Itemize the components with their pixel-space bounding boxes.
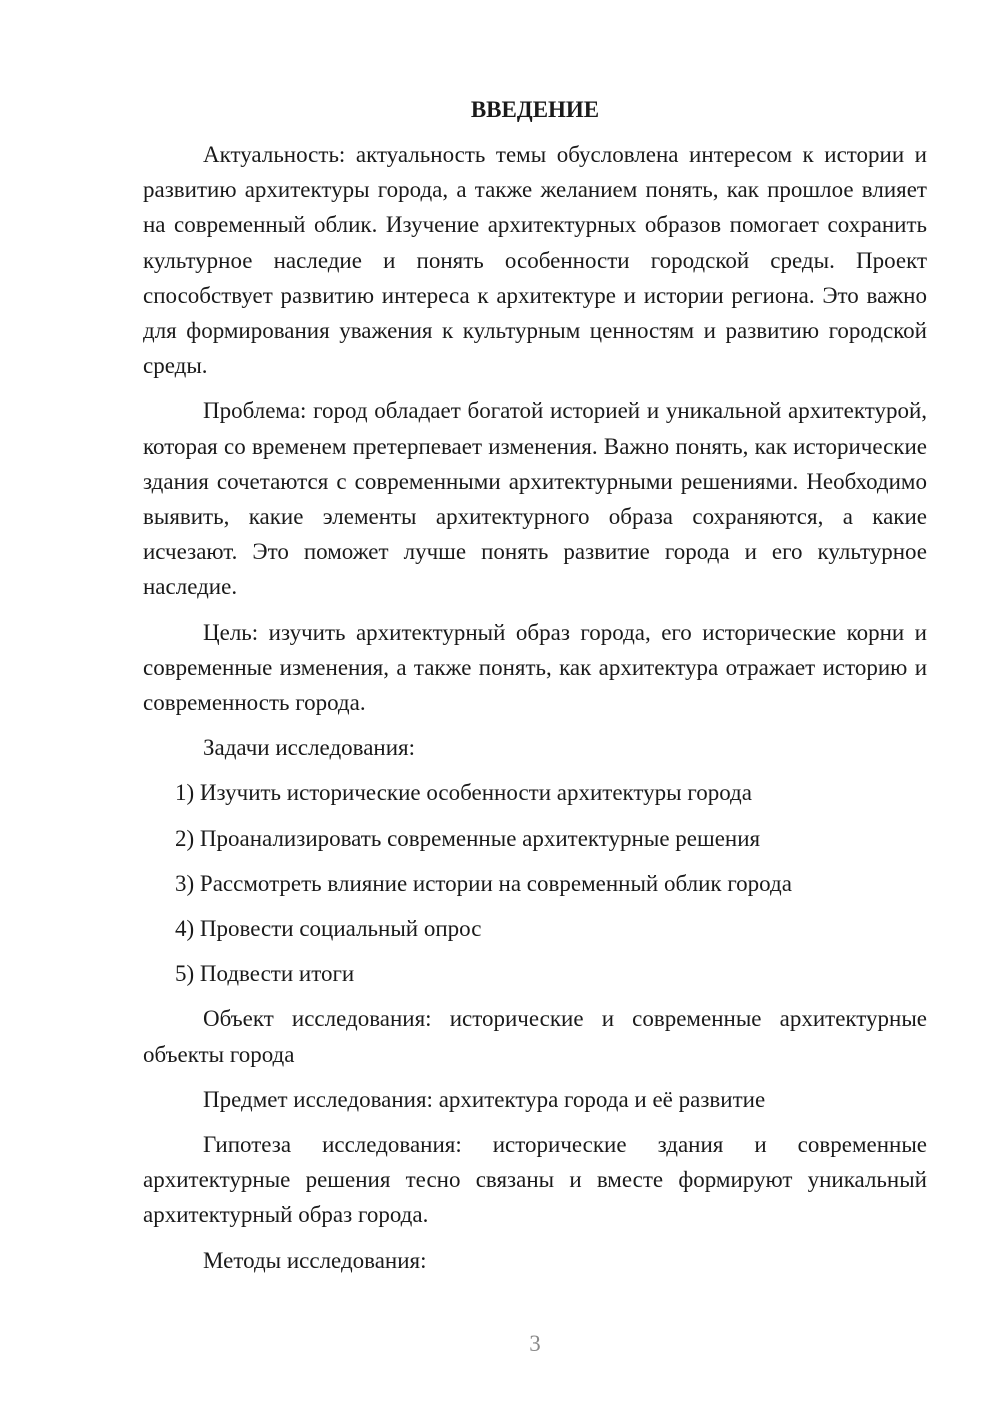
page-number: 3 <box>529 1331 541 1356</box>
paragraph-object: Объект исследования: исторические и современные архитектурные объекты города <box>143 1006 927 1067</box>
section-title: ВВЕДЕНИЕ <box>470 97 600 122</box>
paragraph-methods: Методы исследования: <box>203 1247 427 1273</box>
list-item: 3) Рассмотреть влияние истории на современный облик города <box>175 870 792 896</box>
tasks-list <box>143 775 927 991</box>
list-item: 4) Провести социальный опрос <box>175 916 482 942</box>
paragraph-hypothesis: Гипотеза исследования: исторические здания и современные архитектурные решения тесно связаны и вместе формируют уникальный архитектурный образ города. <box>143 1132 927 1228</box>
paragraph-subject: Предмет исследования: архитектура города и её развитие <box>203 1086 766 1112</box>
list-item: 5) Подвести итоги <box>175 961 355 987</box>
document-body <box>143 92 927 1288</box>
list-item: 1) Изучить исторические особенности архитектуры города <box>175 780 752 806</box>
paragraph-problem: Проблема: город обладает богатой историей и уникальной архитектурой, которая со временем претерпевает изменения. Важно понять, как исторические здания сочетаются с современными архитектурными решениями. Необходимо выявить, какие элементы архитектурного образа сохраняются, а какие исчезают. Это поможет лучше понять развитие города и его культурное наследие. <box>143 398 927 600</box>
tasks-heading: Задачи исследования: <box>203 735 416 761</box>
paragraph-goal: Цель: изучить архитектурный образ города, его исторические корни и современные изменения, а также понять, как архитектура отражает историю и современность города. <box>143 619 927 716</box>
paragraph-relevance: Актуальность: актуальность темы обусловлена интересом к истории и развитию архитектуры города, а также желанием понять, как прошлое влияет на современный облик. Изучение архитектурных образов помогает сохранить культурное наследие и понять особенности городской среды. Проект способствует развитию интереса к архитектуре и истории региона. Это важно для формирования уважения к культурным ценностям и развитию городской среды. <box>143 142 927 379</box>
list-item: 2) Проанализировать современные архитектурные решения <box>175 825 761 851</box>
